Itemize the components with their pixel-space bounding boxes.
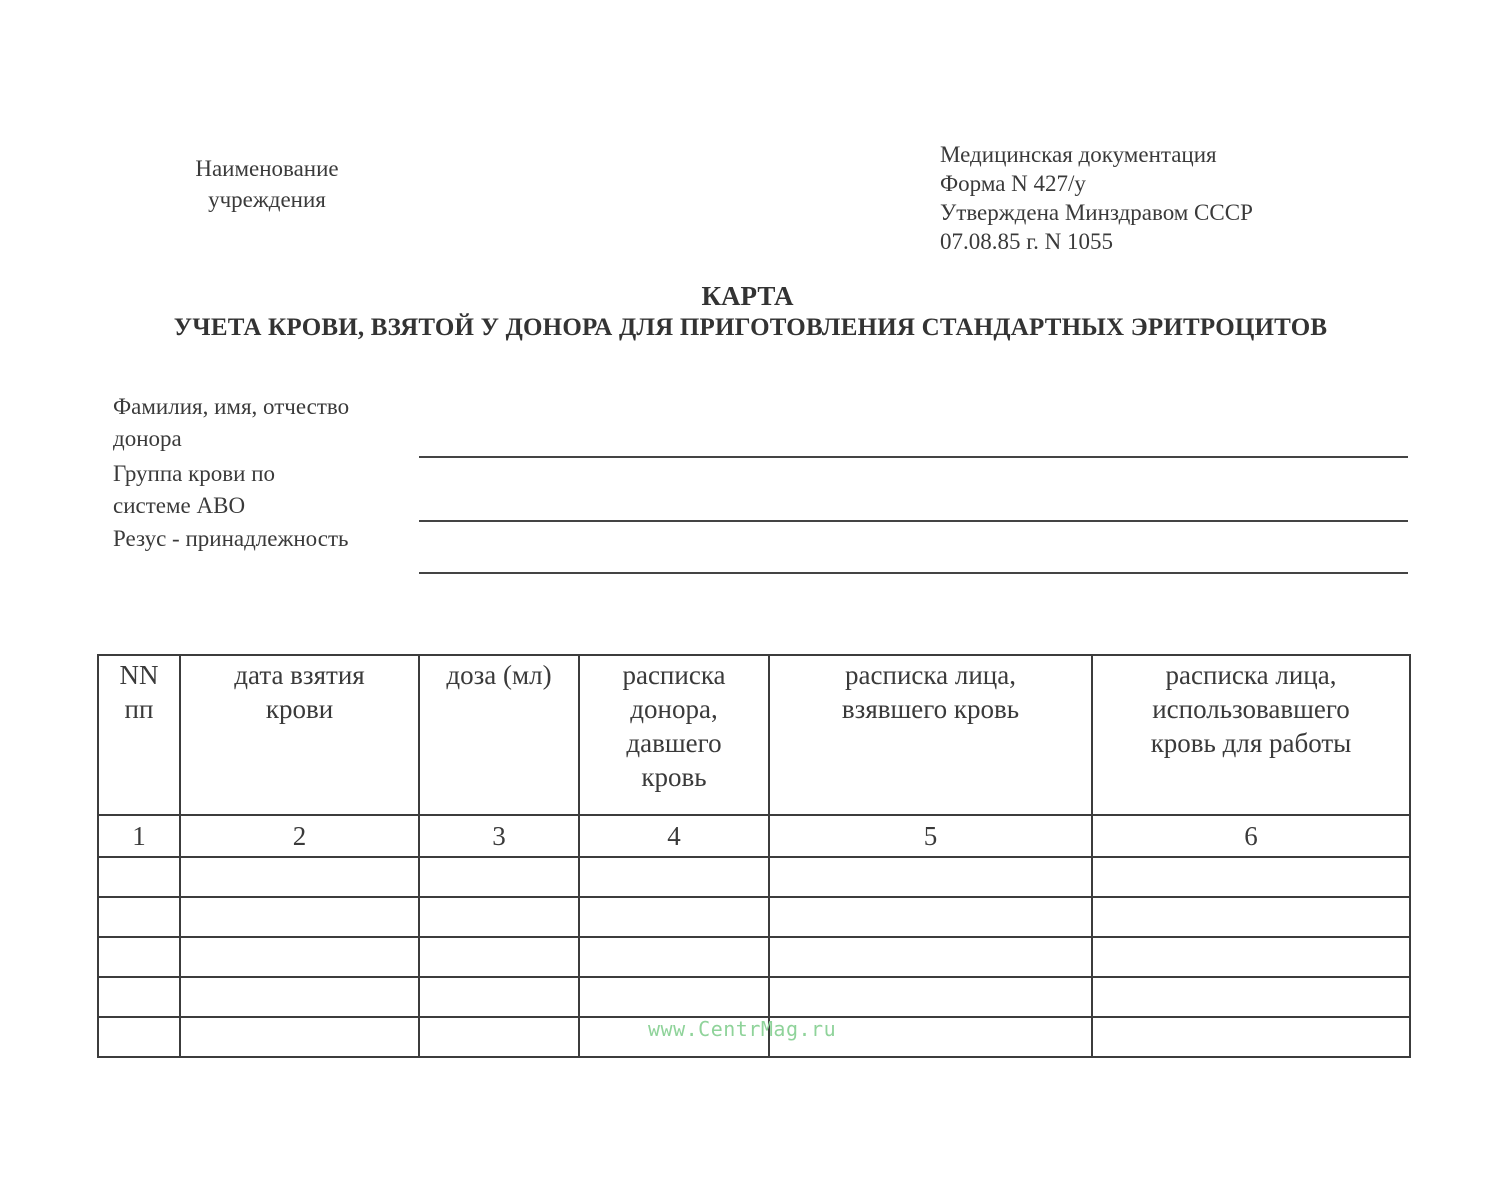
table-cell[interactable] — [98, 857, 180, 897]
blood-group-label-line-1: Группа крови по — [113, 461, 276, 486]
header-nn-line-1: NN — [119, 660, 159, 690]
meta-line-3: Утверждена Минздравом СССР — [940, 200, 1253, 225]
meta-line-2: Форма N 427/у — [940, 171, 1086, 196]
column-number: 5 — [769, 815, 1092, 857]
header-collector-sig-line-1: расписка лица, — [845, 660, 1016, 690]
table-cell[interactable] — [98, 937, 180, 977]
header-nn-line-2: пп — [124, 694, 154, 724]
table-header-row — [98, 655, 1410, 815]
header-user-sig-line-3: кровь для работы — [1150, 728, 1352, 758]
header-donor-sig-line-4: кровь — [641, 762, 707, 792]
donor-name-line[interactable] — [419, 456, 1408, 458]
header-donor-sig-line-1: расписка — [622, 660, 726, 690]
table-cell[interactable] — [579, 977, 769, 1017]
document-title — [0, 280, 1495, 344]
institution-name-label — [150, 153, 384, 215]
blood-group-line[interactable] — [419, 520, 1408, 522]
column-number-row — [98, 815, 1410, 857]
table-cell[interactable] — [579, 857, 769, 897]
blood-record-table — [97, 654, 1411, 1058]
table-cell[interactable] — [419, 1017, 579, 1057]
table-cell[interactable] — [579, 897, 769, 937]
table-row — [98, 857, 1410, 897]
header-date-line-1: дата взятия — [234, 660, 365, 690]
title-main: КАРТА — [701, 281, 794, 311]
table-cell[interactable] — [1092, 857, 1410, 897]
table-cell[interactable] — [1092, 1017, 1410, 1057]
column-number: 2 — [180, 815, 419, 857]
table-cell[interactable] — [180, 977, 419, 1017]
table-cell[interactable] — [98, 1017, 180, 1057]
table-row — [98, 937, 1410, 977]
header-nn — [98, 655, 180, 815]
table-cell[interactable] — [419, 857, 579, 897]
table-cell[interactable] — [1092, 897, 1410, 937]
institution-line-1: Наименование — [195, 156, 339, 181]
table-row — [98, 977, 1410, 1017]
table-cell[interactable] — [180, 1017, 419, 1057]
donor-name-label-line-2: донора — [113, 426, 182, 451]
table-cell[interactable] — [180, 857, 419, 897]
institution-line-2: учреждения — [208, 187, 326, 212]
table-cell[interactable] — [419, 937, 579, 977]
meta-line-1: Медицинская документация — [940, 142, 1217, 167]
header-donor-sig-line-3: давшего — [626, 728, 722, 758]
header-user-sig-line-2: использовавшего — [1152, 694, 1350, 724]
watermark-text: www.CentrMag.ru — [648, 1017, 837, 1041]
table-cell[interactable] — [1092, 977, 1410, 1017]
header-dose-line-1: доза (мл) — [446, 660, 552, 690]
header-donor-signature — [579, 655, 769, 815]
header-date-line-2: крови — [265, 694, 334, 724]
column-number: 1 — [98, 815, 180, 857]
table-row — [98, 897, 1410, 937]
header-date — [180, 655, 419, 815]
header-dose — [419, 655, 579, 815]
rhesus-line[interactable] — [419, 572, 1408, 574]
rhesus-label — [113, 523, 413, 555]
table-cell[interactable] — [769, 857, 1092, 897]
blood-group-label — [113, 458, 413, 522]
blood-group-label-line-2: системе АВО — [113, 493, 246, 518]
header-user-sig-line-1: расписка лица, — [1165, 660, 1337, 690]
header-collector-sig-line-2: взявшего кровь — [841, 694, 1020, 724]
table-cell[interactable] — [180, 937, 419, 977]
meta-line-4: 07.08.85 г. N 1055 — [940, 229, 1113, 254]
header-donor-sig-line-2: донора, — [630, 694, 718, 724]
header-collector-signature — [769, 655, 1092, 815]
table-cell[interactable] — [419, 977, 579, 1017]
header-user-signature — [1092, 655, 1410, 815]
table-cell[interactable] — [98, 897, 180, 937]
title-subtitle: УЧЕТА КРОВИ, ВЗЯТОЙ У ДОНОРА ДЛЯ ПРИГОТОВЛЕНИЯ СТАНДАРТНЫХ ЭРИТРОЦИТОВ — [173, 314, 1328, 341]
column-number: 6 — [1092, 815, 1410, 857]
table-cell[interactable] — [180, 897, 419, 937]
form-metadata — [940, 140, 1253, 256]
rhesus-label-line-1: Резус - принадлежность — [113, 526, 349, 551]
table-cell[interactable] — [98, 977, 180, 1017]
table-cell[interactable] — [769, 937, 1092, 977]
table-cell[interactable] — [769, 897, 1092, 937]
table-cell[interactable] — [1092, 937, 1410, 977]
table-cell[interactable] — [419, 897, 579, 937]
column-number: 4 — [579, 815, 769, 857]
table-cell[interactable] — [579, 937, 769, 977]
donor-name-label — [113, 391, 413, 455]
table-cell[interactable] — [769, 977, 1092, 1017]
column-number: 3 — [419, 815, 579, 857]
donor-name-label-line-1: Фамилия, имя, отчество — [113, 394, 350, 419]
